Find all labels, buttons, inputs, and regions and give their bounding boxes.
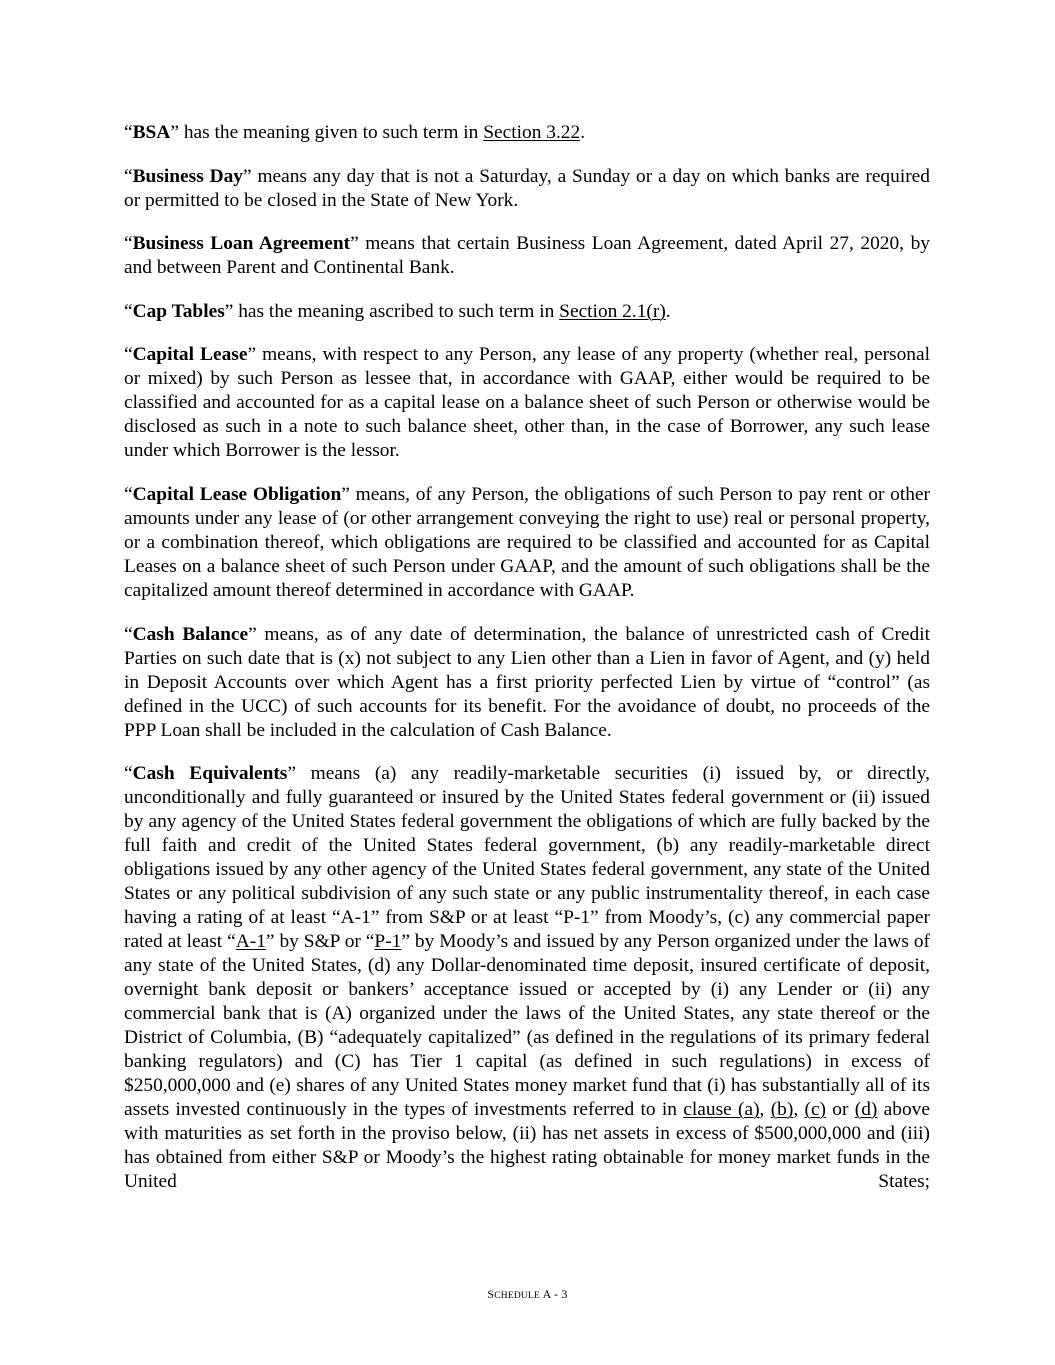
definition-cash-equivalents: “Cash Equivalents” means (a) any readily-marketable securities (i) issued by, or directly, unconditionally and fully guaranteed or insured by the United States federal government or (ii) issued by any agency of the United States federal government the obligations of which are fully backed by the full faith and credit of the United States federal government, (b) any readily-marketable direct obligations issued by any other agency of the United States federal government, any state of the United States or any political subdivision of any such state or any public instrumentality thereof, in each case having a rating of at least “A-1” from S&P or at least “P-1” from Moody’s, (c) any commercial paper rated at least “A-1” by S&P or “P-1” by Moody’s and issued by any Person organized under the laws of any state of the United States, (d) any Dollar-denominated time deposit, insured certificate of deposit, overnight bank deposit or bankers’ acceptance issued or accepted by (i) any Lender or (ii) any commercial bank that is (A) organized under the laws of the United States, any state thereof or the District of Columbia, (B) “adequately capitalized” (as defined in the regulations of its primary federal banking regulators) and (C) has Tier 1 capital (as defined in such regulations) in excess of $250,000,000 and (e) shares of any United States money market fund that (i) has substantially all of its assets invested continuously in the types of investments referred to in clause (a), (b), (c) or (d) above with maturities as set forth in the proviso below, (ii) has net assets in excess of $500,000,000 and (iii) has obtained from either S&P or Moody’s the highest rating obtainable for money market funds in the United States;	[124, 763, 930, 1193]
definition-text: means, of any Person, the obligations of such Person to pay rent or other amounts under any lease of (or other arrangement conveying the right to use) real or personal property, or a combination thereof, which obligations are required to be classified and accounted for as Capital Leases on a balance sheet of such Person under GAAP, and the amount of such obligations shall be the capitalized amount thereof determined in accordance with GAAP.	[124, 483, 930, 601]
defined-term: Business Loan Agreement	[132, 233, 351, 255]
clause-reference: (d)	[854, 1099, 878, 1121]
defined-term: Cash Balance	[132, 623, 249, 645]
definition-text: or	[826, 1099, 855, 1121]
section-reference: Section 3.22	[483, 122, 581, 143]
definition-text: above with maturities as set forth in the proviso below, (ii) has net assets in excess of $500,000,000 and (iii) has obtained from either S&P or Moody’s the highest rating obtainable for money market funds in the United States;	[124, 1099, 930, 1193]
definition-text: ” by S&P or “	[265, 931, 375, 953]
defined-term: Cash Equivalents	[132, 763, 288, 785]
defined-term: Business Day	[132, 165, 243, 187]
definition-text: ” by Moody’s and issued by any Person organized under the laws of any state of the United States, (d) any Dollar-denominated time deposit, insured certificate of deposit, overnight bank deposit or bankers’ acceptance issued or accepted by (i) any Lender or (ii) any commercial bank that is (A) organized under the laws of the United States, any state thereof or the District of Columbia, (B) “adequately capitalized” (as defined in the regulations of its primary federal banking regulators) and (C) has Tier 1 capital (as defined in such regulations) in excess of $250,000,000 and (e) shares of any United States money market fund that (i) has substantially all of its assets invested continuously in the types of investments referred to in	[124, 931, 930, 1121]
defined-term: Capital Lease	[132, 344, 248, 366]
defined-term: Cap Tables	[132, 300, 225, 322]
definition-text: ,	[759, 1099, 771, 1121]
page-footer	[0, 1287, 1055, 1302]
definition-text: ,	[793, 1099, 805, 1121]
clause-reference: clause (a)	[683, 1099, 760, 1121]
definition-text: has the meaning ascribed to such term in	[238, 300, 560, 322]
page-number: - 3	[550, 1287, 568, 1301]
clause-reference: P-1	[374, 931, 402, 953]
clause-reference: (c)	[804, 1099, 827, 1121]
definition-text: means (a) any readily-marketable securities (i) issued by, or directly, unconditionally and fully guaranteed or insured by the United States federal government or (ii) issued by any agency of the United States federal government the obligations of which are fully backed by the full faith and credit of the United States federal government, (b) any readily-marketable direct obligations issued by any other agency of the United States federal government, any state of the United States or any political subdivision of any such state or any public instrumentality thereof, in each case having a rating of at least “A-1” from S&P or at least “P-1” from Moody’s, (c) any commercial paper rated at least “	[124, 763, 930, 953]
footer-schedule-letter: A	[542, 1287, 551, 1301]
definition-cap-tables: “Cap Tables” has the meaning ascribed to such term in Section 2.1(r).	[124, 300, 671, 322]
definition-capital-lease-obligation: “Capital Lease Obligation” means, of any Person, the obligations of such Person to pay rent or other amounts under any lease of (or other arrangement conveying the right to use) real or personal property, or a combination thereof, which obligations are required to be classified and accounted for as Capital Leases on a balance sheet of such Person under GAAP, and the amount of such obligations shall be the capitalized amount thereof determined in accordance with GAAP.	[124, 483, 930, 601]
definition-text: .	[665, 300, 671, 322]
definition-cash-balance: “Cash Balance” means, as of any date of determination, the balance of unrestricted cash of Credit Parties on such date that is (x) not subject to any Lien other than a Lien in favor of Agent, and (y) held in Deposit Accounts over which Agent has a first priority perfected Lien by virtue of “control” (as defined in the UCC) of such accounts for its benefit. For the avoidance of doubt, no proceeds of the PPP Loan shall be included in the calculation of Cash Balance.	[124, 623, 930, 741]
definition-bsa: “BSA” has the meaning given to such term in Section 3.22.	[124, 122, 586, 143]
clause-reference: A-1	[235, 931, 266, 953]
definition-business-loan-agreement: “Business Loan Agreement” means that certain Business Loan Agreement, dated April 27, 2020, by and between Parent and Continental Bank.	[124, 233, 930, 279]
clause-reference: (b)	[770, 1099, 794, 1121]
definition-business-day: “Business Day” means any day that is not a Saturday, a Sunday or a day on which banks are required or permitted to be closed in the State of New York.	[124, 165, 930, 211]
footer-initial: S	[487, 1287, 495, 1301]
definition-text: means, with respect to any Person, any lease of any property (whether real, personal or mixed) by such Person as lessee that, in accordance with GAAP, either would be required to be classified and accounted for as a capital lease on a balance sheet of such Person or otherwise would be disclosed as such in a note to such balance sheet, other than, in the case of Borrower, any such lease under which Borrower is the lessor.	[124, 344, 930, 462]
section-reference: Section 2.1(r)	[559, 300, 666, 322]
definition-text: .	[580, 122, 586, 143]
defined-term: BSA	[132, 122, 171, 143]
document-body	[124, 121, 930, 1214]
definition-capital-lease: “Capital Lease” means, with respect to any Person, any lease of any property (whether real, personal or mixed) by such Person as lessee that, in accordance with GAAP, either would be required to be classified and accounted for as a capital lease on a balance sheet of such Person or otherwise would be disclosed as such in a note to such balance sheet, other than, in the case of Borrower, any such lease under which Borrower is the lessor.	[124, 344, 930, 462]
footer-smallcaps: CHEDULE	[494, 1291, 543, 1301]
definition-text: means any day that is not a Saturday, a Sunday or a day on which banks are required or permitted to be closed in the State of New York.	[124, 165, 930, 211]
definition-text: has the meaning given to such term in	[183, 122, 484, 143]
definition-text: means, as of any date of determination, the balance of unrestricted cash of Credit Parties on such date that is (x) not subject to any Lien other than a Lien in favor of Agent, and (y) held in Deposit Accounts over which Agent has a first priority perfected Lien by virtue of “control” (as defined in the UCC) of such accounts for its benefit. For the avoidance of doubt, no proceeds of the PPP Loan shall be included in the calculation of Cash Balance.	[124, 623, 930, 741]
definition-text: means that certain Business Loan Agreement, dated April 27, 2020, by and between Parent and Continental Bank.	[124, 233, 930, 279]
defined-term: Capital Lease Obligation	[132, 483, 342, 505]
